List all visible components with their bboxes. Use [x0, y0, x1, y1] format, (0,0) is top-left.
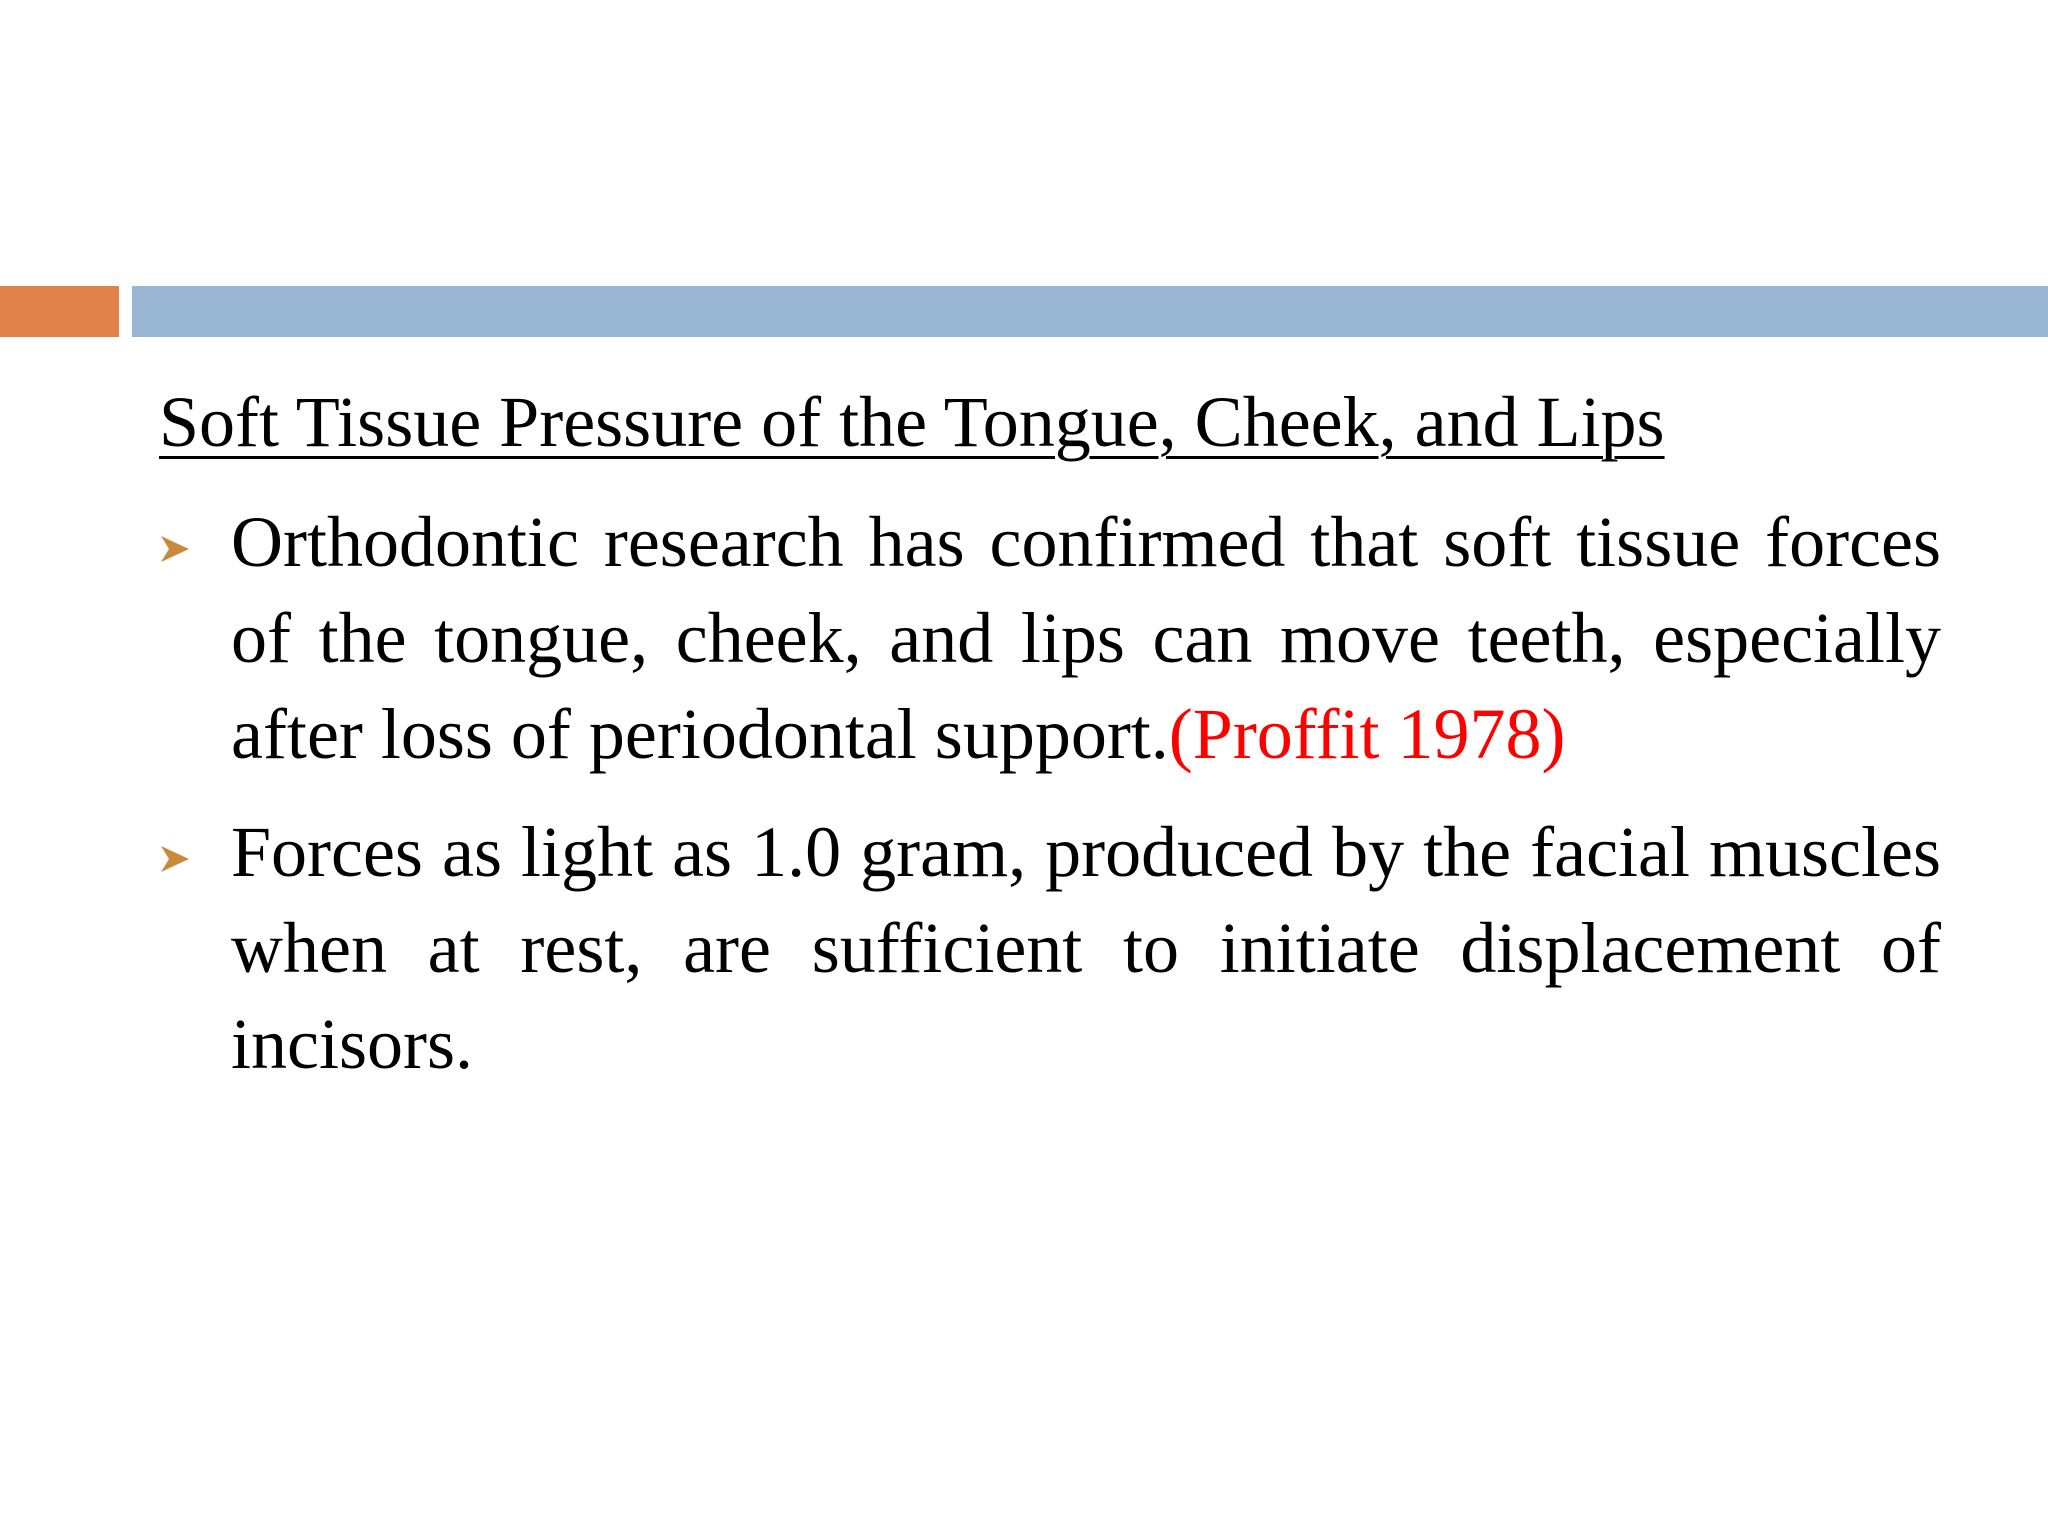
- bullet-list: [159, 494, 1941, 1114]
- bullet-text: Forces as light as 1.0 gram, produced by the facial muscles when at rest, are sufficient to initiate displacement of incisors.: [231, 812, 1941, 1084]
- arrow-bullet-shape: [161, 536, 189, 562]
- accent-bar-orange: [0, 286, 119, 337]
- slide-heading: Soft Tissue Pressure of the Tongue, Cheek, and Lips: [159, 382, 1665, 462]
- bullet-item: [159, 804, 1941, 1092]
- bullet-citation: (Proffit 1978): [1168, 694, 1566, 774]
- arrow-bullet-icon: [159, 534, 191, 564]
- accent-bar-blue: [132, 286, 2048, 337]
- bullet-item: [159, 494, 1941, 782]
- arrow-bullet-shape: [161, 846, 189, 872]
- arrow-bullet-icon: [159, 844, 191, 874]
- bullet-text: Orthodontic research has confirmed that soft tissue forces of the tongue, cheek, and lips can move teeth, especially after loss of periodontal support.: [231, 502, 1941, 774]
